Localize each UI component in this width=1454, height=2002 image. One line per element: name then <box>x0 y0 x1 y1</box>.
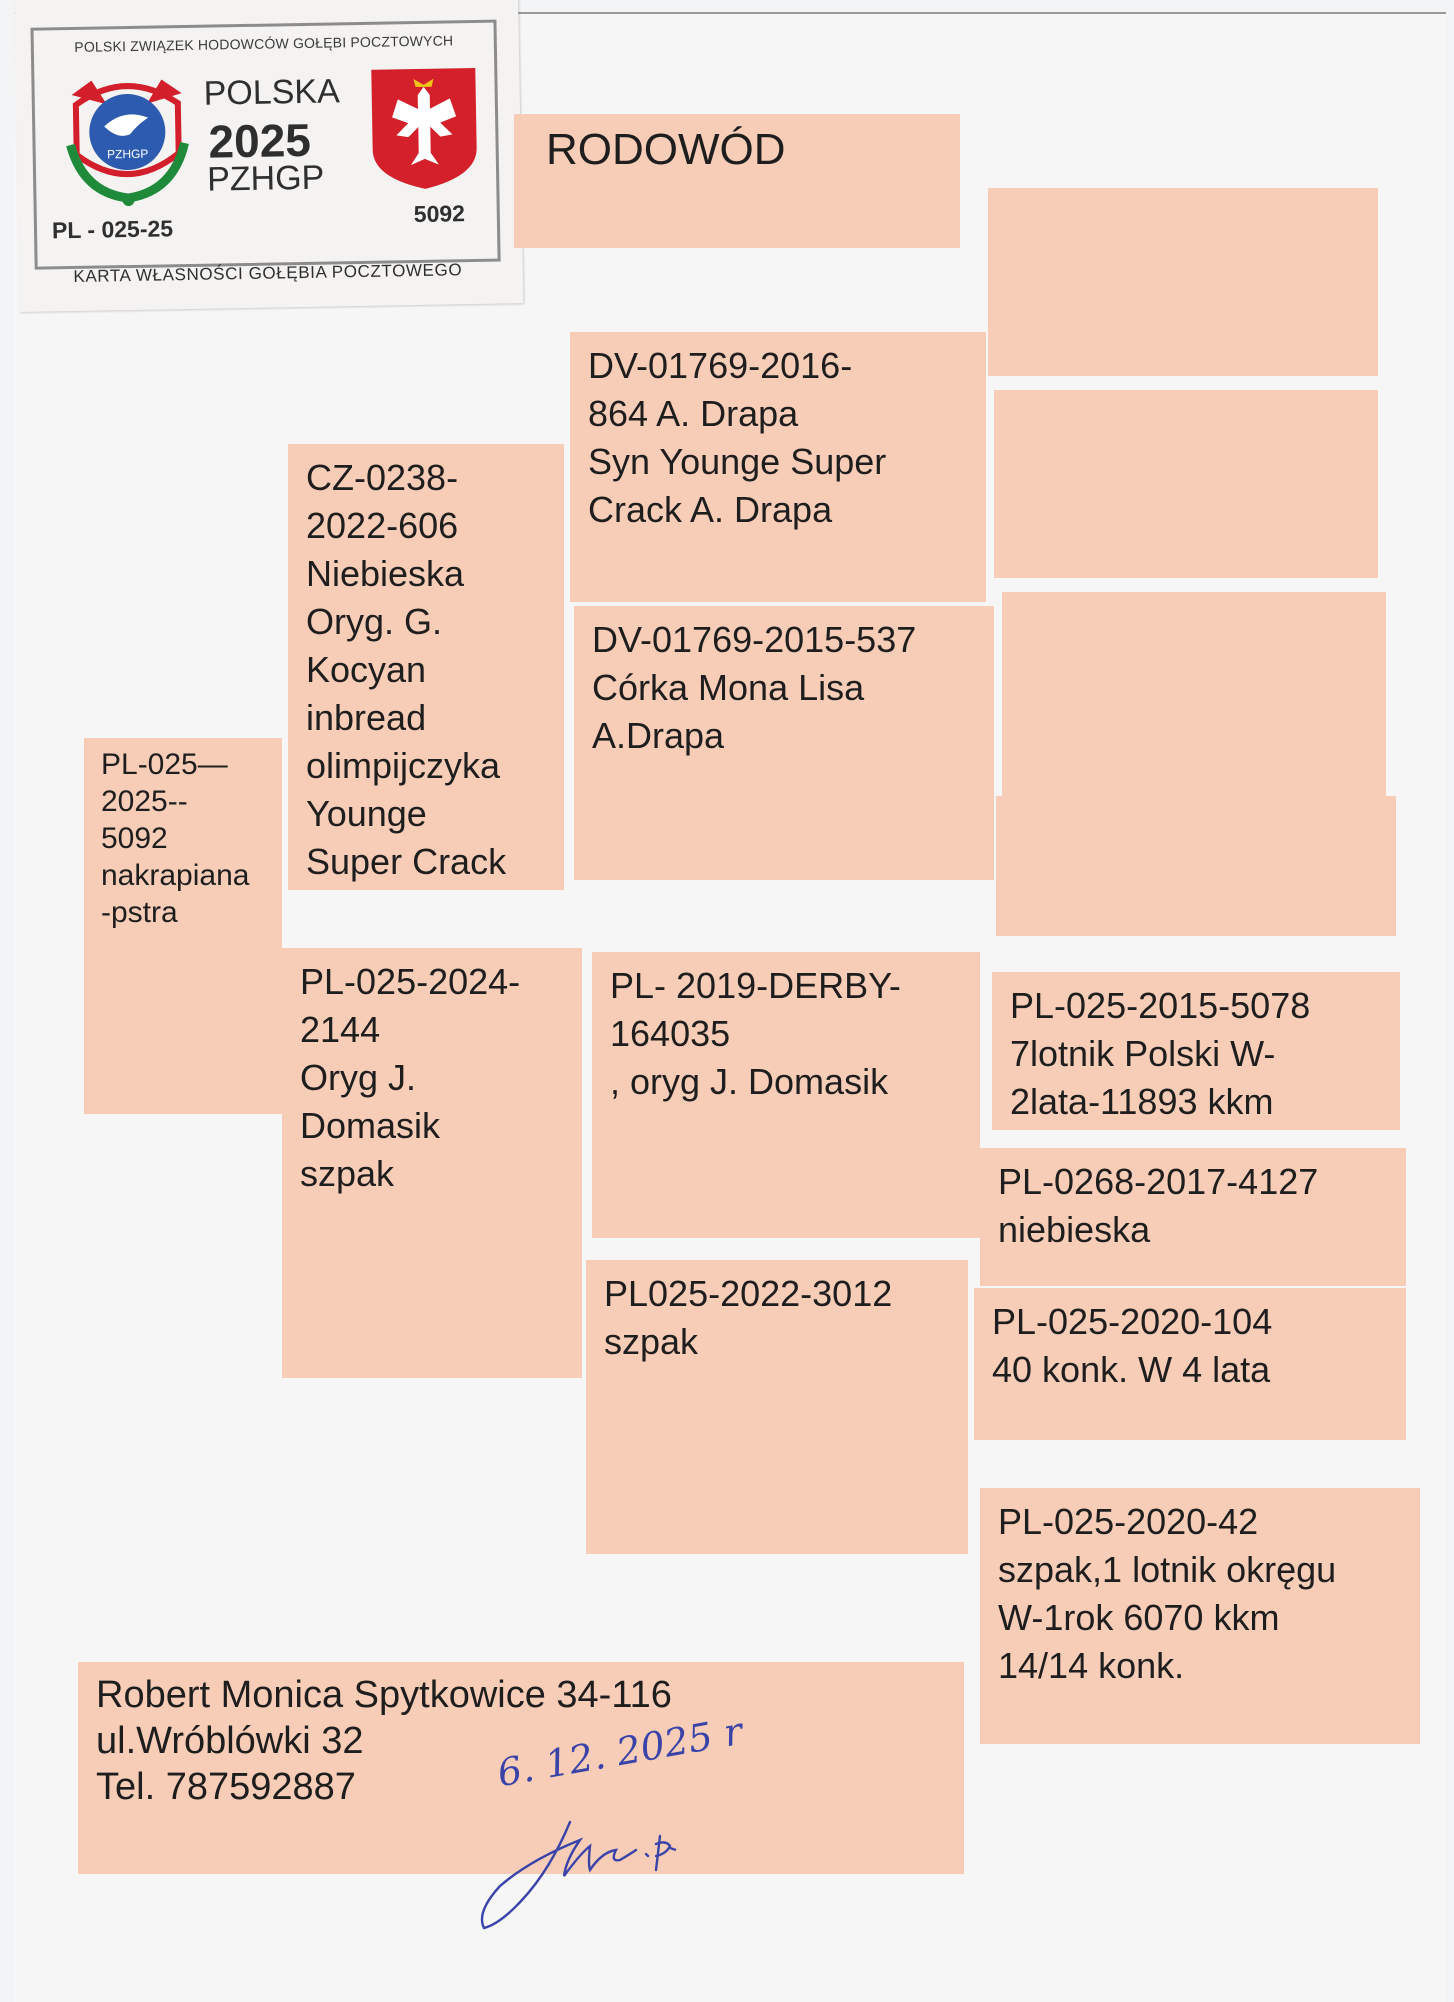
great-grandparent-box <box>980 1488 1420 1744</box>
great-grandparent-box <box>974 1288 1406 1440</box>
paternal-grandfather-box <box>570 332 986 602</box>
handwritten-date: 6. 12. 2025 r <box>494 1708 746 1796</box>
maternal-grandmother-box <box>586 1260 968 1554</box>
great-grandparent-text: PL-025-2015-5078 7lotnik Polski W- 2lata-11893 kkm <box>1010 985 1311 1122</box>
mother-box <box>282 948 582 1378</box>
empty-slot <box>1002 592 1386 800</box>
paternal-grandmother-box <box>574 606 994 880</box>
ownership-card <box>14 0 523 312</box>
pzhgp-logo-icon <box>51 73 203 216</box>
empty-slot <box>996 796 1396 936</box>
maternal-grandmother-text: PL025-2022-3012 szpak <box>604 1273 893 1362</box>
card-ring-number: PL - 025-25 <box>51 215 174 244</box>
signature-icon <box>470 1800 740 1940</box>
mother-text: PL-025-2024- 2144 Oryg J. Domasik szpak <box>300 961 521 1194</box>
great-grandparent-text: PL-0268-2017-4127 niebieska <box>998 1161 1319 1250</box>
pedigree-title-box <box>514 114 960 248</box>
card-top-text: POLSKI ZWIĄZEK HODOWCÓW GOŁĘBI POCZTOWYCH <box>74 32 454 55</box>
card-number: 5092 <box>413 200 466 228</box>
card-bottom-text: KARTA WŁASNOŚCI GOŁĘBIA POCZTOWEGO <box>73 260 463 287</box>
empty-slot <box>994 390 1378 578</box>
pigeon-box <box>84 738 282 1114</box>
svg-text:PZHGP: PZHGP <box>106 146 149 162</box>
empty-slot <box>988 188 1378 376</box>
pigeon-text: PL-025— 2025-- 5092 nakrapiana -pstra <box>101 748 250 929</box>
polish-eagle-emblem-icon <box>367 64 481 192</box>
father-box <box>288 444 564 890</box>
pedigree-title: RODOWÓD <box>546 125 786 174</box>
paternal-grandfather-text: DV-01769-2016- 864 A. Drapa Syn Younge Super Crack A. Drapa <box>588 345 887 530</box>
great-grandparent-text: PL-025-2020-42 szpak,1 lotnik okręgu W-1rok 6070 kkm 14/14 konk. <box>998 1501 1337 1686</box>
father-text: CZ-0238- 2022-606 Niebieska Oryg. G. Kocyan inbread olimpijczyka Younge Super Crack <box>306 457 507 882</box>
owner-text: Robert Monica Spytkowice 34-116 ul.Wróblówki 32 Tel. 787592887 <box>96 1674 672 1808</box>
card-year: 2025 <box>208 113 312 168</box>
maternal-grandfather-box <box>592 952 980 1238</box>
paternal-grandmother-text: DV-01769-2015-537 Córka Mona Lisa A.Drapa <box>592 619 917 756</box>
card-polska: POLSKA <box>203 72 341 113</box>
maternal-grandfather-text: PL- 2019-DERBY- 164035 , oryg J. Domasik <box>610 965 901 1102</box>
great-grandparent-text: PL-025-2020-104 40 konk. W 4 lata <box>992 1301 1273 1390</box>
great-grandparent-box <box>992 972 1400 1130</box>
great-grandparent-box <box>980 1148 1406 1286</box>
card-pzhgp: PZHGP <box>206 158 325 199</box>
